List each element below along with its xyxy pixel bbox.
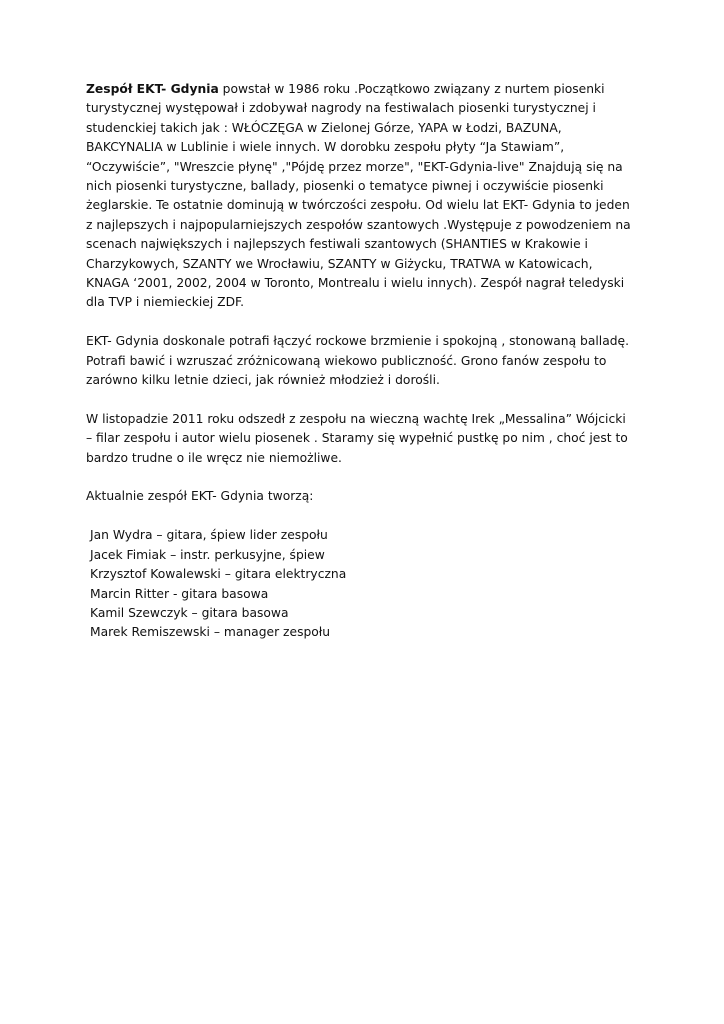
- member-item: Kamil Szewczyk – gitara basowa: [90, 605, 289, 620]
- member-item: Krzysztof Kowalewski – gitara elektryczna: [90, 567, 347, 582]
- member-item: Marcin Ritter - gitara basowa: [90, 586, 269, 601]
- members-list: [86, 526, 646, 642]
- paragraph-spacer: [86, 313, 646, 332]
- paragraph-spacer: [86, 468, 646, 487]
- band-name-heading: Zespół EKT- Gdynia: [86, 82, 219, 96]
- members-heading: Aktualnie zespół EKT- Gdynia tworzą:: [86, 489, 314, 504]
- memorial-paragraph: W listopadzie 2011 roku odszedł z zespołu na wieczną wachtę Irek „Messalina” Wójcicki – filar zespołu i autor wielu piosenek . Staramy się wypełnić pustkę po nim , choć jest to bardzo trudne o ile wręcz nie niemożliwe.: [86, 411, 628, 465]
- style-paragraph: EKT- Gdynia doskonale potrafi łączyć rockowe brzmienie i spokojną , stonowaną balladę. Potrafi bawić i wzruszać zróżnicowaną wiekowo publiczność. Grono fanów zespołu to zarówno kilku letnie dzieci, jak również młodzież i dorośli.: [86, 334, 630, 388]
- member-item: Jacek Fimiak – instr. perkusyjne, śpiew: [90, 547, 325, 562]
- intro-paragraph: [86, 80, 646, 313]
- document-body: [86, 80, 646, 643]
- paragraph-spacer: [86, 390, 646, 409]
- paragraph-spacer: [86, 507, 646, 526]
- intro-text: powstał w 1986 roku .Początkowo związany z nurtem piosenki turystycznej występował i zdobywał nagrody na festiwalach piosenki turystycznej i studenckiej takich jak : WŁÓCZĘGA w Zielonej Górze, YAPA w Łodzi, BAZUNA, BAKCYNALIA w Lublinie i wiele innych. W dorobku zespołu płyty “Ja Stawiam”, “Oczywiście”, "Wreszcie płynę" ,"Pójdę przez morze", "EKT-Gdynia-live" Znajdują się na nich piosenki turystyczne, ballady, piosenki o tematyce piwnej i oczywiście piosenki żeglarskie. Te ostatnie dominują w twórczości zespołu. Od wielu lat EKT- Gdynia to jeden z najlepszych i najpopularniejszych zespołów szantowych .Występuje z powodzeniem na scenach największych i najlepszych festiwali szantowych (SHANTIES w Krakowie i Charzykowych, SZANTY we Wrocławiu, SZANTY w Giżycku, TRATWA w Katowicach, KNAGA ‘2001, 2002, 2004 w Toronto, Montrealu i wielu innych). Zespół nagrał teledyski dla TVP i niemieckiej ZDF.: [86, 82, 631, 310]
- member-item: Marek Remiszewski – manager zespołu: [90, 625, 331, 640]
- member-item: Jan Wydra – gitara, śpiew lider zespołu: [90, 528, 328, 543]
